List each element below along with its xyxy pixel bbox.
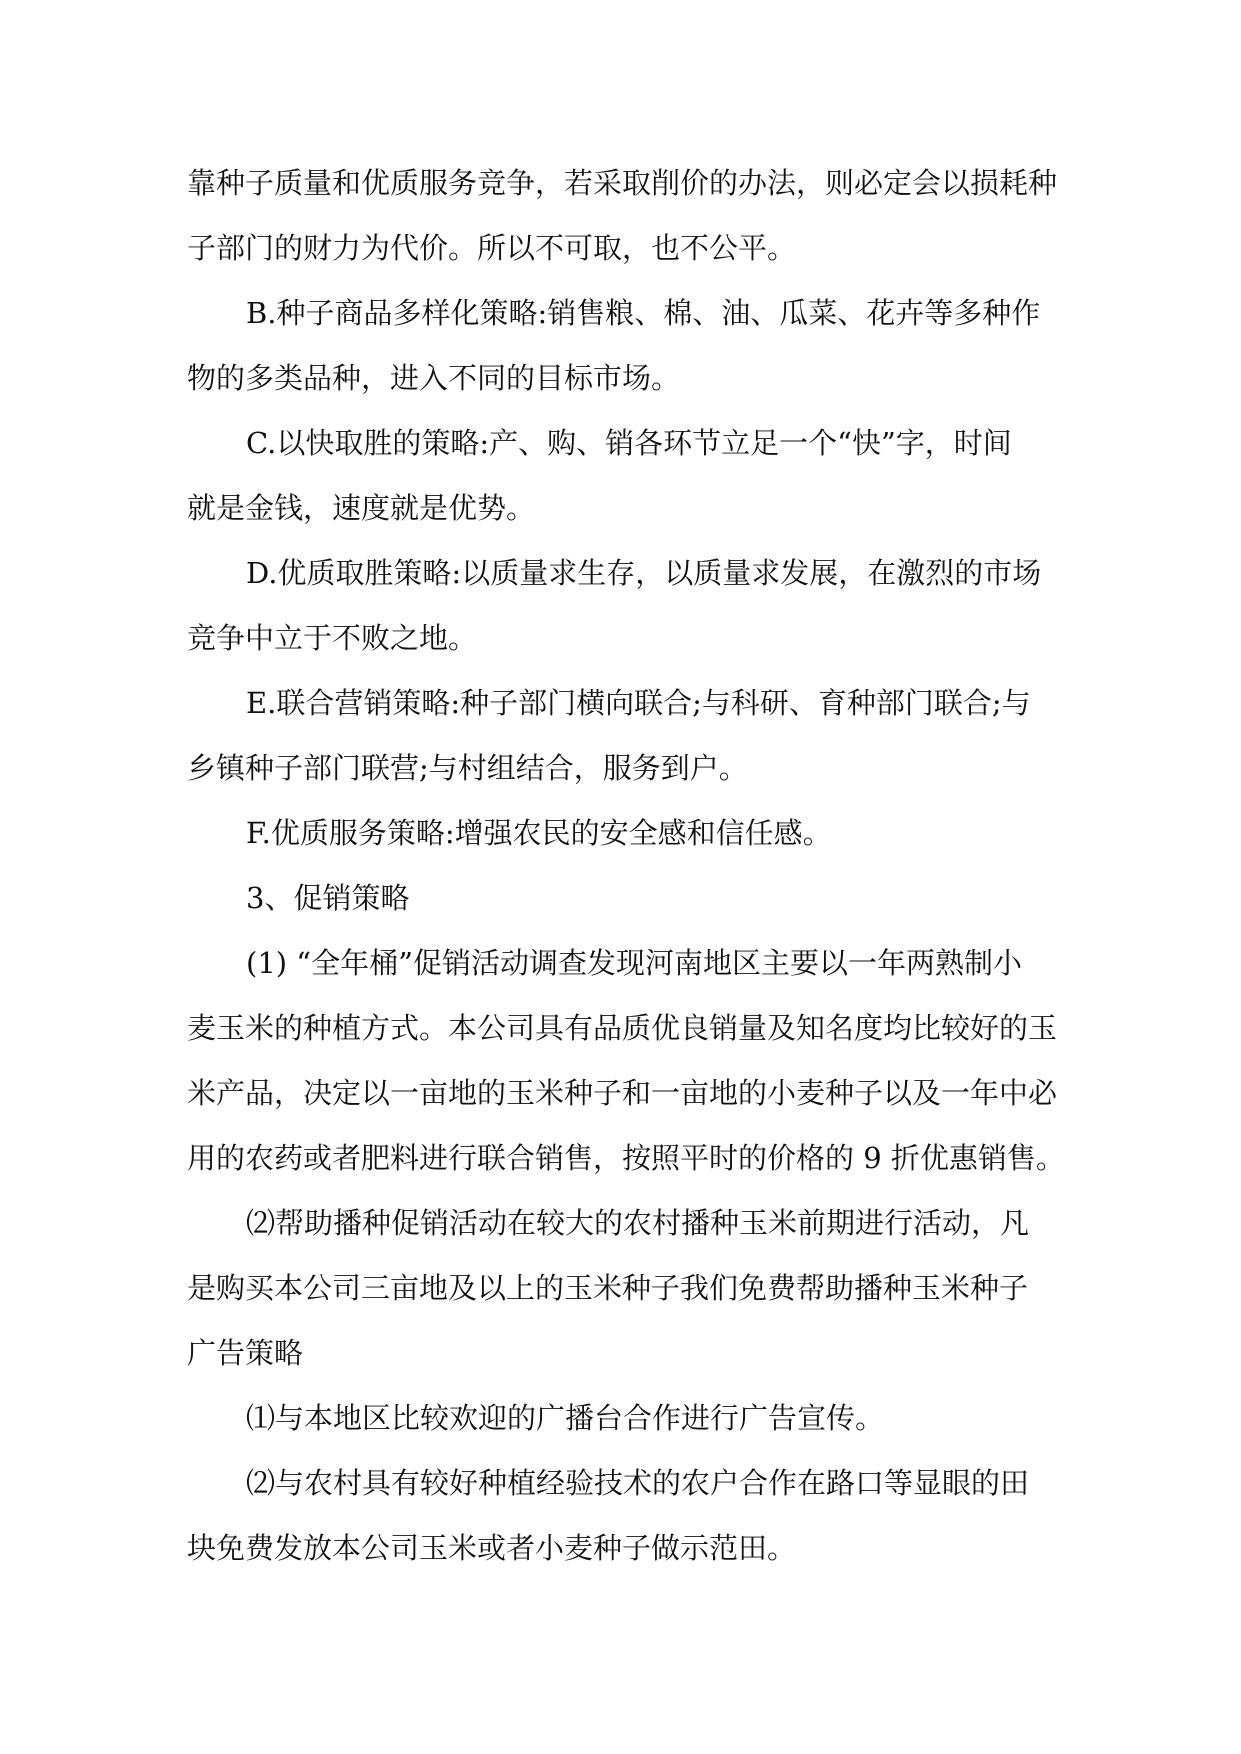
paragraph-line: 块免费发放本公司玉米或者小麦种子做示范田。: [187, 1531, 797, 1565]
paragraph-line: E.联合营销策略:种子部门横向联合;与科研、育种部门联合;与: [246, 686, 1031, 720]
paragraph-line: 用的农药或者肥料进行联合销售，按照平时的价格的 9 折优惠销售。: [187, 1141, 1065, 1175]
paragraph-line: 物的多类品种，进入不同的目标市场。: [187, 361, 681, 395]
paragraph-line: 米产品，决定以一亩地的玉米种子和一亩地的小麦种子以及一年中必: [187, 1076, 1058, 1110]
paragraph-line: 竞争中立于不败之地。: [187, 621, 478, 655]
paragraph-line: 乡镇种子部门联营;与村组结合，服务到户。: [187, 751, 748, 785]
paragraph-line: F.优质服务策略:增强农民的安全感和信任感。: [246, 816, 832, 850]
paragraph-line: ⑵与农村具有较好种植经验技术的农户合作在路口等显眼的田: [246, 1466, 1030, 1500]
paragraph-line: 是购买本公司三亩地及以上的玉米种子我们免费帮助播种玉米种子: [187, 1271, 1029, 1305]
paragraph-line: 子部门的财力为代价。所以不可取，也不公平。: [187, 231, 797, 265]
paragraph-line: ⑵帮助播种促销活动在较大的农村播种玉米前期进行活动，凡: [246, 1206, 1030, 1240]
paragraph-line: B.种子商品多样化策略:销售粮、棉、油、瓜菜、花卉等多种作: [246, 296, 1041, 330]
paragraph-line: 麦玉米的种植方式。本公司具有品质优良销量及知名度均比较好的玉: [187, 1011, 1058, 1045]
paragraph-line: (1) “全年桶”促销活动调查发现河南地区主要以一年两熟制小: [246, 946, 1022, 980]
paragraph-line: 就是金钱，速度就是优势。: [187, 491, 536, 525]
paragraph-line: 广告策略: [187, 1336, 304, 1370]
paragraph-line: 靠种子质量和优质服务竞争，若采取削价的办法，则必定会以损耗种: [187, 166, 1058, 200]
paragraph-line: ⑴与本地区比较欢迎的广播台合作进行广告宣传。: [246, 1401, 885, 1435]
paragraph-line: D.优质取胜策略:以质量求生存，以质量求发展，在激烈的市场: [246, 556, 1042, 590]
section-heading: 3、促销策略: [246, 881, 410, 915]
paragraph-line: C.以快取胜的策略:产、购、销各环节立足一个“快”字，时间: [246, 426, 1012, 460]
